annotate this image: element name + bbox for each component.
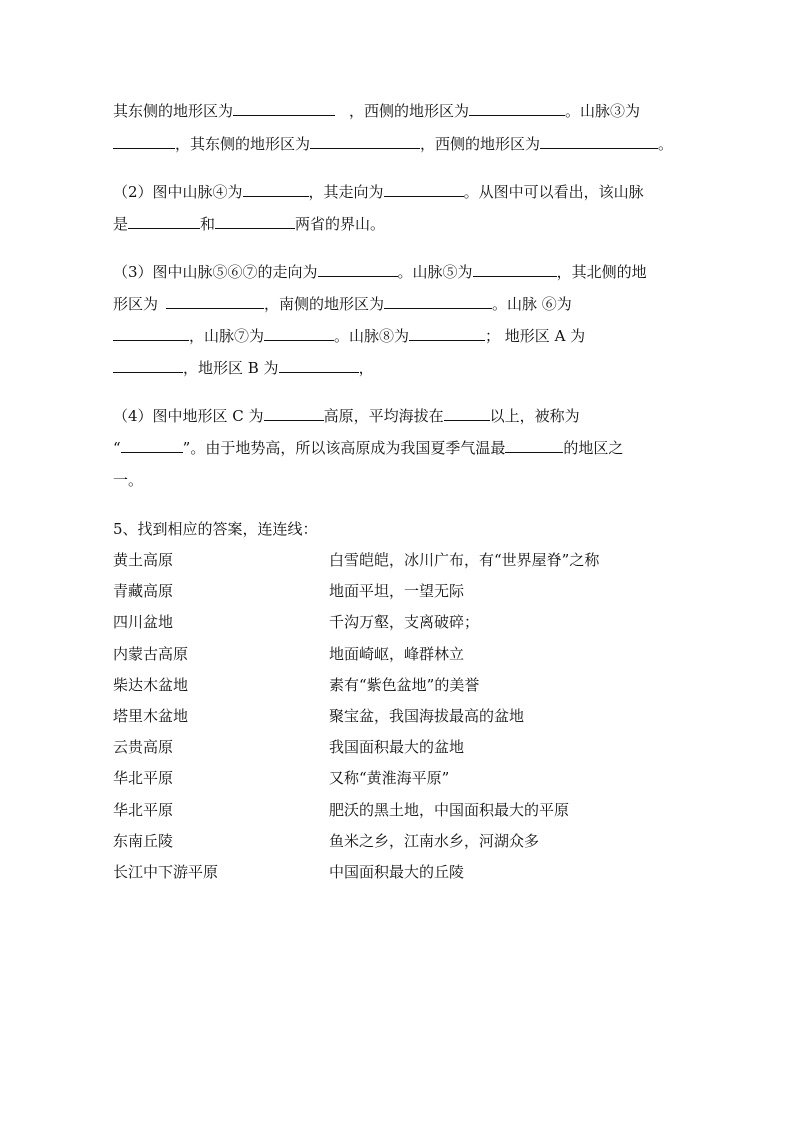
part-b-line-2 [113, 133, 714, 155]
text-segment: 高原，平均海拔在 [323, 407, 444, 425]
match-right-item[interactable]: 聚宝盆，我国海拔最高的盆地 [329, 707, 525, 725]
match-left-item[interactable]: 柴达木盆地 [113, 676, 189, 694]
match-left-item[interactable]: 东南丘陵 [113, 832, 174, 850]
q3-line-4 [113, 357, 714, 379]
text-segment: ，西侧的地形区为 [349, 102, 470, 120]
match-right-item[interactable]: 鱼米之乡，江南水乡，河湖众多 [329, 832, 540, 850]
match-row [113, 643, 713, 665]
answer-blank[interactable] [121, 437, 183, 453]
text-segment: ，山脉⑦为 [189, 327, 265, 345]
answer-blank[interactable] [384, 181, 464, 197]
match-left-item[interactable]: 长江中下游平原 [113, 863, 219, 881]
answer-blank[interactable] [310, 133, 420, 149]
answer-blank[interactable] [318, 261, 398, 277]
text-segment: （2）图中山脉④为 [113, 183, 243, 201]
text-segment: 其东侧的地形区为 [113, 102, 234, 120]
text-segment: 一。 [113, 471, 144, 489]
q5-title [113, 518, 714, 540]
match-left-item[interactable]: 华北平原 [113, 801, 174, 819]
match-row [113, 799, 713, 821]
text-segment: 形区为 [113, 295, 159, 313]
match-row [113, 674, 713, 696]
answer-blank[interactable] [215, 213, 295, 229]
match-right-item[interactable]: 肥沃的黑土地，中国面积最大的平原 [329, 801, 570, 819]
q2-line-2 [113, 213, 714, 235]
match-row [113, 767, 713, 789]
text-segment: ，其东侧的地形区为 [175, 135, 311, 153]
text-segment: ”。由于地势高，所以该高原成为我国夏季气温最 [182, 439, 506, 457]
text-segment: 。山脉 ⑥为 [492, 295, 572, 313]
answer-blank[interactable] [409, 325, 485, 341]
answer-blank[interactable] [264, 325, 334, 341]
q2-line-1 [113, 181, 714, 203]
match-left-item[interactable]: 青藏高原 [113, 582, 174, 600]
text-segment: ，其北侧的地 [556, 263, 647, 281]
text-segment: 。山脉③为 [565, 102, 641, 120]
question-title: 5、找到相应的答案，连连线： [113, 520, 318, 538]
match-row [113, 830, 713, 852]
match-left-item[interactable]: 华北平原 [113, 769, 174, 787]
match-left-item[interactable]: 塔里木盆地 [113, 707, 189, 725]
answer-blank[interactable] [279, 357, 359, 373]
match-row [113, 736, 713, 758]
match-right-item[interactable]: 地面崎岖，峰群林立 [329, 645, 465, 663]
answer-blank[interactable] [540, 133, 658, 149]
text-segment: 。 [658, 135, 674, 153]
match-row [113, 705, 713, 727]
text-segment: ， [358, 359, 374, 377]
match-right-item[interactable]: 白雪皑皑，冰川广布，有“世界屋脊”之称 [329, 551, 600, 569]
text-segment: 两省的界山。 [295, 215, 386, 233]
match-left-item[interactable]: 黄土高原 [113, 551, 174, 569]
match-right-item[interactable]: 素有“紫色盆地”的美誉 [329, 676, 480, 694]
match-right-item[interactable]: 又称“黄淮海平原” [329, 769, 450, 787]
text-segment: 。山脉⑧为 [334, 327, 410, 345]
q4-line-3 [113, 469, 714, 491]
text-segment: 和 [200, 215, 216, 233]
text-segment: 是 [113, 215, 129, 233]
q3-line-2 [113, 293, 714, 315]
match-row [113, 549, 713, 571]
text-segment: 以上，被称为 [489, 407, 580, 425]
match-right-item[interactable]: 我国面积最大的盆地 [329, 738, 465, 756]
part-b-line-1 [113, 100, 714, 122]
q4-line-2 [113, 437, 714, 459]
text-segment: 。山脉⑤为 [397, 263, 473, 281]
answer-blank[interactable] [469, 100, 565, 116]
answer-blank[interactable] [113, 133, 175, 149]
answer-blank[interactable] [243, 181, 309, 197]
q3-line-1 [113, 261, 714, 283]
text-segment: （3）图中山脉⑤⑥⑦的走向为 [113, 263, 318, 281]
match-row [113, 861, 713, 883]
match-right-item[interactable]: 千沟万壑，支离破碎； [329, 613, 480, 631]
text-segment: “ [113, 439, 121, 457]
answer-blank[interactable] [166, 293, 264, 309]
answer-blank[interactable] [444, 405, 490, 421]
match-row [113, 580, 713, 602]
text-segment: 的地区之 [563, 439, 624, 457]
answer-blank[interactable] [113, 357, 183, 373]
answer-blank[interactable] [473, 261, 557, 277]
text-segment: ，地形区 B 为 [183, 359, 279, 377]
answer-blank[interactable] [505, 437, 563, 453]
text-segment: ，西侧的地形区为 [420, 135, 541, 153]
text-segment: 。从图中可以看出，该山脉 [463, 183, 644, 201]
text-segment: （4）图中地形区 C 为 [113, 407, 264, 425]
text-segment: ，南侧的地形区为 [264, 295, 385, 313]
text-segment: ，其走向为 [308, 183, 384, 201]
text-segment: ； 地形区 A 为 [485, 327, 586, 345]
match-left-item[interactable]: 云贵高原 [113, 738, 174, 756]
match-left-item[interactable]: 四川盆地 [113, 613, 174, 631]
match-right-item[interactable]: 地面平坦，一望无际 [329, 582, 465, 600]
answer-blank[interactable] [233, 100, 335, 116]
q4-line-1 [113, 405, 714, 427]
match-left-item[interactable]: 内蒙古高原 [113, 645, 189, 663]
answer-blank[interactable] [384, 293, 492, 309]
answer-blank[interactable] [264, 405, 324, 421]
q3-line-3 [113, 325, 714, 347]
answer-blank[interactable] [128, 213, 200, 229]
match-right-item[interactable]: 中国面积最大的丘陵 [329, 863, 465, 881]
answer-blank[interactable] [113, 325, 189, 341]
match-row [113, 611, 713, 633]
